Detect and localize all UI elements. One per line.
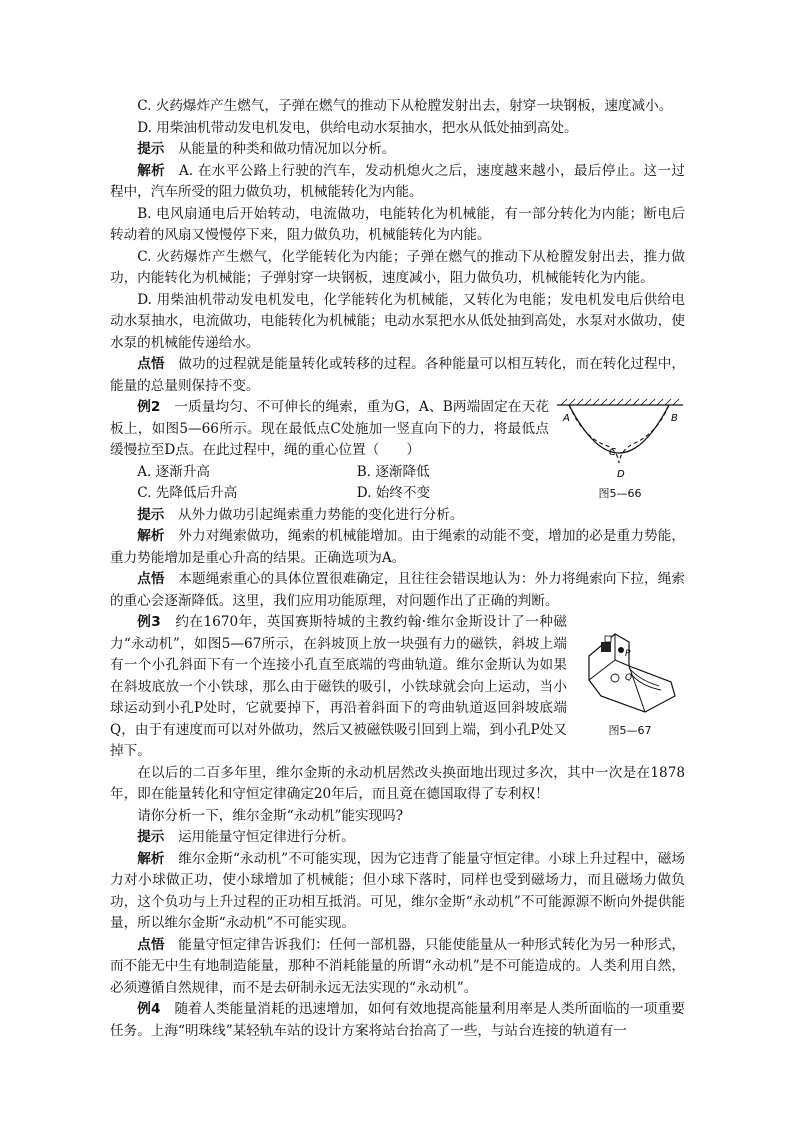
hint-label: 提示 [137, 141, 165, 157]
analysis-label: 解析 [137, 162, 166, 179]
example-3-text: 约在1670年，英国赛斯特城的主教约翰·维尔金斯设计了一种磁力“永动机”，如图5—67所示，在斜坡顶上放一块强有力的磁铁，斜坡上端有一个小孔斜面下有一个连接小孔直至底端的弯曲轨道。维尔金斯认为如果在斜坡底放一个小铁球，那么由于磁铁的吸引，小铁球就会向上运动，当小球运动到小孔P处时，它就要掉下，再沿着斜面下的弯曲轨道返回斜坡底端Q，由于有速度而可以对外做功，然后又被磁铁吸引回到上端，到小孔P处又掉下。 [110, 614, 568, 759]
label-p: P [625, 649, 631, 659]
magnet [601, 642, 611, 652]
hint-text: 从能量的种类和做功情况加以分析。 [177, 141, 396, 157]
analysis-paragraph-d: D. 用柴油机带动发电机发电，化学能转化为机械能，又转化为电能；发电机发电后供给电动水泵抽水，电流做功，电能转化为机械能；电动水泵把水从低处抽到高处，水泵对水做功，使水泵的机械能传递给水。 [110, 291, 685, 351]
example-2-option-b: B. 逐渐降低 [356, 463, 430, 480]
comment-text: 做功的过程就是能量转化或转移的过程。各种能量可以相互转化，而在转化过程中，能量的总量则保持不变。 [110, 356, 686, 394]
label-a: A [563, 413, 570, 424]
option-d: D. 用柴油机带动发电机发电，供给电动水泵抽水，把水从低处抽到高处。 [137, 119, 578, 136]
example-3-question [110, 612, 567, 763]
example-2-comment-label: 点悟 [137, 571, 165, 587]
example-3-analysis-label: 解析 [137, 850, 165, 867]
example-3-analysis-text: 维尔金斯“永动机”不可能实现，因为它违背了能量守恒定律。小球上升过程中，磁场力对小球做正功，使小球增加了机械能；但小球下落时，同样也受到磁场力，而且磁场力做负功，这个负功与上升过程的正功相互抵消。可见，维尔金斯“永动机”不可能源源不断向外提供能量，所以维尔金斯“永动机”不可能实现。 [110, 850, 685, 931]
example-2-analysis-label: 解析 [137, 528, 165, 544]
example-3-block [110, 612, 685, 763]
hint-paragraph [110, 139, 685, 161]
example-2-comment-text: 本题绳索重心的具体位置很难确定，且往往会错误地认为：外力将绳索向下拉，绳索的重心会逐渐降低。这里，我们应用功能原理，对问题作出了正确的判断。 [110, 571, 686, 609]
figure-5-66-caption: 图5—66 [598, 487, 642, 500]
rope-diagram [555, 397, 685, 483]
example-4-label: 例4 [137, 1001, 161, 1017]
label-b: B [671, 413, 678, 424]
example-3-comment-text: 能量守恒定律告诉我们：任何一部机器，只能使能量从一种形式转化为另一种形式，而不能无中生有地制造能量，那种不消耗能量的所谓“永动机”是不可能造成的。人类利用自然，必须遵循自然规律，而不是去研制永远无法实现的“永动机”。 [110, 936, 686, 996]
example-2-analysis-text: 外力对绳索做功，绳索的机械能增加。由于绳索的动能不变，增加的必是重力势能，重力势能增加是重心升高的结果。正确选项为A。 [110, 528, 686, 566]
document-page [110, 96, 685, 1042]
label-q: Q [625, 673, 633, 683]
example-2-options-row-2 [110, 483, 549, 505]
example-2-hint [110, 505, 685, 527]
analysis-paragraph-b: B. 电风扇通电后开始转动，电流做功，电能转化为机械能，有一部分转化为内能；断电后转动着的风扇又慢慢停下来，阻力做负功，机械能转化为内能。 [110, 205, 685, 243]
analysis-text: A. 在水平公路上行驶的汽车，发动机熄火之后，速度越来越小，最后停止。这一过程中，汽车所受的阻力做负功，机械能转化为内能。 [110, 162, 686, 200]
example-4-text: 随着人类能量消耗的迅速增加，如何有效地提高能量利用率是人类所面临的一项重要任务。上海“明珠线”某轻轨车站的设计方案将站台抬高了一些，与站台连接的轨道有一 [110, 1001, 685, 1039]
example-3-hint-text: 运用能量守恒定律进行分析。 [177, 829, 355, 845]
example-2-option-d: D. 始终不变 [356, 485, 431, 501]
comment-label: 点悟 [137, 356, 165, 372]
example-2-option-a: A. 逐渐升高 [137, 463, 211, 480]
example-2-analysis [110, 526, 685, 569]
example-2-hint-text: 从外力做功引起绳索重力势能的变化进行分析。 [177, 506, 464, 523]
analysis-paragraph-c: C. 火药爆炸产生燃气，化学能转化为内能；子弹在燃气的推动下从枪膛发射出去，推力做功，内能转化为机械能；子弹射穿一块钢板，速度减小，阻力做负功，机械能转化为内能。 [110, 248, 685, 286]
figure-5-67-caption: 图5—67 [608, 724, 652, 737]
example-3-paragraph-3: 请你分析一下，维尔金斯“永动机”能实现吗? [137, 807, 404, 824]
label-d: D [617, 469, 625, 480]
figure-5-66 [555, 397, 685, 505]
example-2-options-row-1 [110, 462, 549, 484]
example-3-comment-label: 点悟 [137, 936, 165, 953]
example-2-question [110, 397, 549, 462]
label-c: C [609, 447, 616, 458]
example-3-label: 例3 [137, 614, 161, 630]
example-2-block [110, 397, 685, 505]
example-2-comment [110, 569, 685, 612]
analysis-paragraph-a [110, 161, 685, 204]
example-3-hint [110, 827, 685, 849]
example-2-label: 例2 [137, 399, 161, 415]
example-3-analysis [110, 849, 685, 935]
example-2-hint-label: 提示 [137, 506, 165, 523]
example-3-comment [110, 935, 685, 1000]
figure-5-67 [575, 612, 685, 742]
option-c: C. 火药爆炸产生燃气，子弹在燃气的推动下从枪膛发射出去，射穿一块钢板，速度减小。 [137, 98, 673, 114]
example-3-hint-label: 提示 [137, 829, 165, 845]
comment-paragraph [110, 354, 685, 397]
perpetual-motion-diagram [575, 616, 685, 720]
example-2-option-c: C. 先降低后升高 [137, 485, 238, 501]
example-2-text: 一质量均匀、不可伸长的绳索，重为G，A、B两端固定在天花板上，如图5—66所示。现在最低点C处施加一竖直向下的力，将最低点缓慢拉至D点。在此过程中，绳的重心位置（ ） [110, 399, 549, 458]
example-4-question [110, 999, 685, 1042]
example-3-paragraph-2: 在以后的二百多年里，维尔金斯的永动机居然改头换面地出现过多次，其中一次是在1878年，即在能量转化和守恒定律确定20年后，而且竟在德国取得了专利权！ [110, 764, 685, 802]
